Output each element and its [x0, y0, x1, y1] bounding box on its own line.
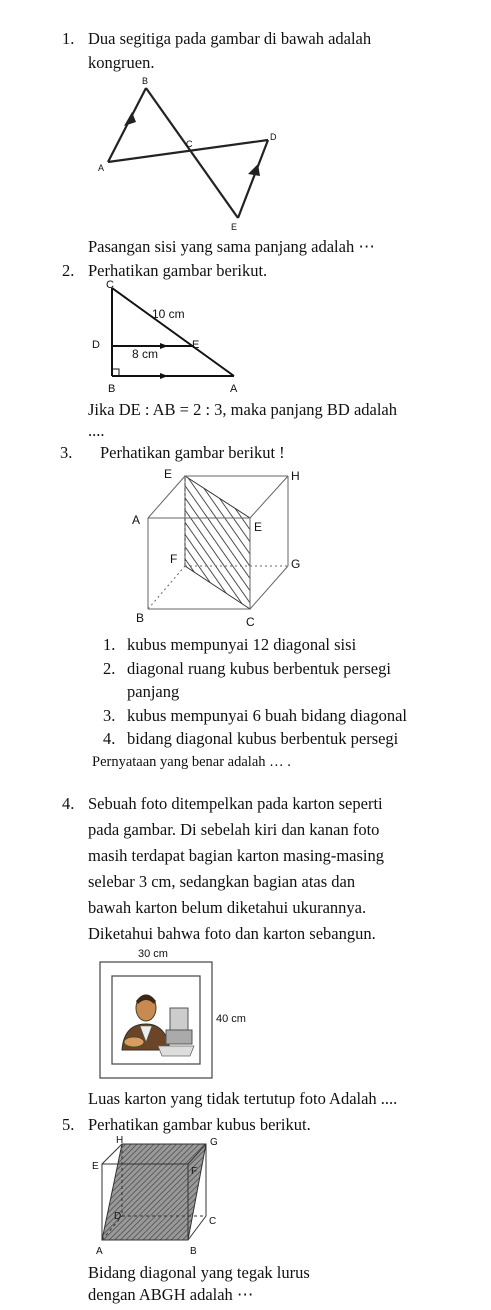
q4-line1: Sebuah foto ditempelkan pada karton seperti: [88, 794, 383, 813]
q1-line1: Dua segitiga pada gambar di bawah adalah: [88, 29, 372, 48]
q3-label-e-top: E: [164, 467, 173, 481]
q1-label-a: A: [98, 163, 105, 173]
q5-number: 5.: [62, 1115, 75, 1134]
q4-number: 4.: [62, 794, 75, 813]
q5-line1: Perhatikan gambar kubus berikut.: [88, 1115, 311, 1134]
q4-person-image: [122, 995, 194, 1057]
q3-number: 3.: [60, 443, 73, 462]
q2-label-a: A: [230, 383, 238, 395]
q2-label-de: 8 cm: [132, 347, 159, 361]
q3-label-e-right: E: [254, 520, 263, 534]
q5-label-d: D: [114, 1211, 122, 1222]
q5-label-c: C: [209, 1216, 217, 1227]
q4-question: Luas karton yang tidak tertutup foto Adalah ....: [88, 1089, 398, 1108]
q1-triangles-figure: [90, 74, 290, 234]
q3-cube-figure: [128, 466, 318, 632]
q2-question-line1: Jika DE : AB = 2 : 3, maka panjang BD adalah: [88, 400, 397, 419]
q3-item2-number: 2.: [103, 659, 116, 678]
q4-line4: selebar 3 cm, sedangkan bagian atas dan: [88, 872, 356, 891]
q1-label-c: C: [186, 139, 193, 149]
q5-cube-figure: [88, 1136, 228, 1260]
q3-line1: Perhatikan gambar berikut !: [100, 443, 285, 462]
q1-arrow-ab: [124, 112, 136, 126]
q5-label-h: H: [116, 1136, 124, 1146]
q2-label-e: E: [192, 339, 200, 351]
q3-item4-text: bidang diagonal kubus berbentuk persegi: [127, 729, 399, 748]
q4-line3: masih terdapat bagian karton masing-masing: [88, 846, 385, 865]
q2-label-b: B: [108, 383, 116, 395]
q3-item2-text-cont: panjang: [127, 682, 180, 701]
q3-item3-text: kubus mempunyai 6 buah bidang diagonal: [127, 706, 407, 725]
q3-item4-number: 4.: [103, 729, 116, 748]
q5-label-g: G: [210, 1137, 218, 1148]
q3-item1-number: 1.: [103, 635, 116, 654]
q2-question-line2: ....: [88, 421, 105, 440]
q2-arrow-de: [160, 343, 168, 349]
q3-item1-text: kubus mempunyai 12 diagonal sisi: [127, 635, 357, 654]
q1-label-b: B: [142, 76, 149, 86]
q3-label-a: A: [132, 513, 141, 527]
q2-arrow-ba: [160, 373, 168, 379]
q1-number: 1.: [62, 29, 75, 48]
q5-question-line2: dengan ABGH adalah ⋯: [88, 1285, 254, 1304]
q4-karton: [100, 962, 212, 1078]
q3-label-c: C: [246, 615, 255, 629]
q1-question: Pasangan sisi yang sama panjang adalah ⋯: [88, 237, 375, 256]
q4-line2: pada gambar. Di sebelah kiri dan kanan foto: [88, 820, 380, 839]
q1-line2: kongruen.: [88, 53, 155, 72]
q1-label-d: D: [270, 132, 277, 142]
q2-label-c: C: [106, 279, 114, 291]
q5-label-e: E: [92, 1161, 99, 1172]
q4-line6: Diketahui bahwa foto dan karton sebangun.: [88, 924, 376, 943]
q2-line1: Perhatikan gambar berikut.: [88, 261, 268, 280]
q5-question-line1: Bidang diagonal yang tegak lurus: [88, 1263, 310, 1282]
q5-label-b: B: [190, 1246, 197, 1257]
q4-photo-figure: [96, 946, 256, 1084]
q4-line5: bawah karton belum diketahui ukurannya.: [88, 898, 367, 917]
q4-label-width: 30 cm: [138, 948, 168, 960]
q5-label-f: F: [191, 1166, 198, 1177]
q3-label-g: G: [291, 557, 301, 571]
q2-triangle-figure: [88, 278, 258, 396]
q3-label-f: F: [170, 552, 178, 566]
q2-label-ce: 10 cm: [152, 307, 185, 321]
q4-label-height: 40 cm: [216, 1013, 246, 1025]
q2-number: 2.: [62, 261, 75, 280]
q1-arrow-de: [248, 164, 260, 176]
q2-label-d: D: [92, 339, 100, 351]
q5-diagonal-plane: [102, 1144, 206, 1240]
q1-label-e: E: [231, 222, 238, 232]
q5-label-a: A: [96, 1246, 103, 1257]
q3-item2-text: diagonal ruang kubus berbentuk persegi: [127, 659, 391, 678]
q3-label-b: B: [136, 611, 145, 625]
q3-label-h: H: [291, 469, 300, 483]
q3-diagonal-plane: [185, 476, 250, 609]
q3-item3-number: 3.: [103, 706, 116, 725]
q3-question: Pernyataan yang benar adalah … .: [92, 754, 291, 770]
